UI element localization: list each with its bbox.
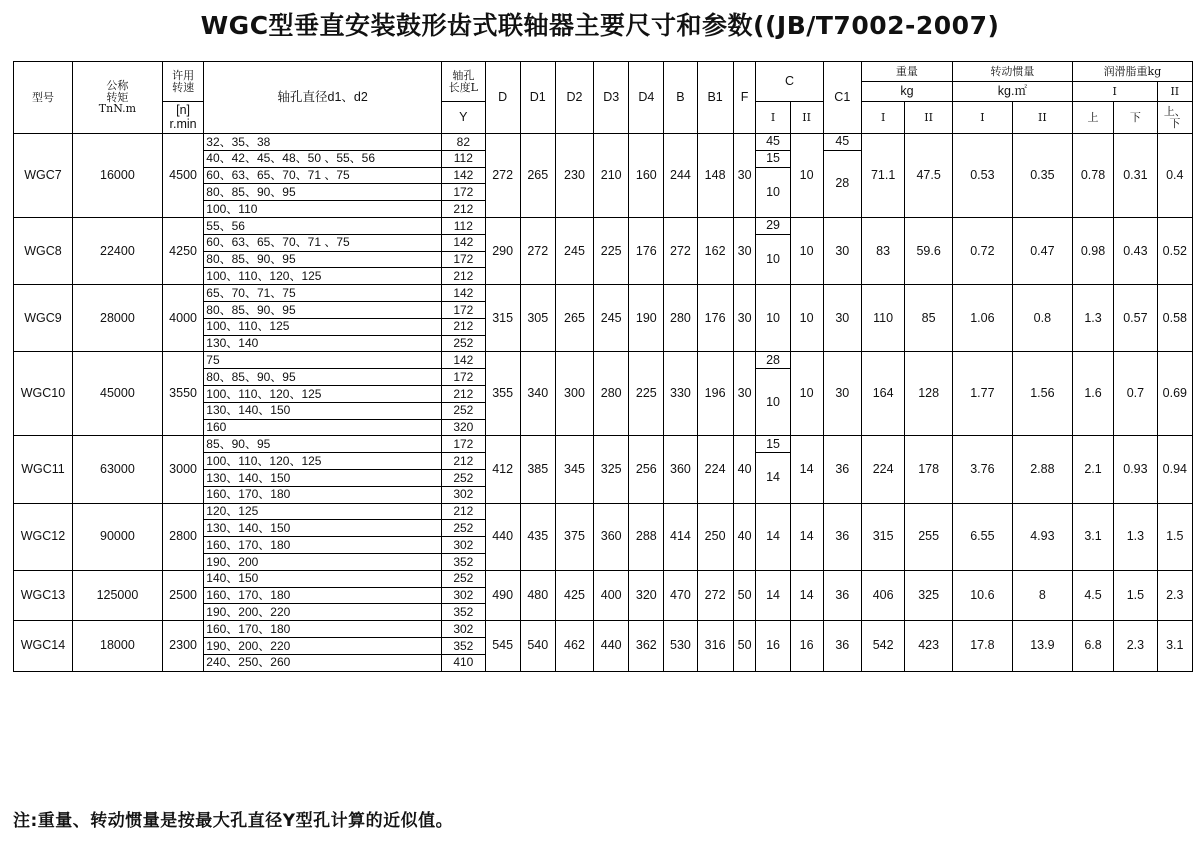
- table-row: [14, 352, 1193, 369]
- cell-model: WGC9: [14, 285, 73, 352]
- cell-speed: 2500: [162, 570, 203, 620]
- cell-c2-value: 16: [790, 621, 823, 671]
- cell-j1: 17.8: [952, 621, 1012, 671]
- cell-D: 315: [485, 285, 520, 352]
- cell-bore-diameters: 130、140、150: [204, 402, 442, 419]
- cell-g_up: 1.6: [1072, 352, 1113, 436]
- cell-bore-diameters: 60、63、65、70、71 、75: [204, 234, 442, 251]
- cell-g_up: 2.1: [1072, 436, 1113, 503]
- cell-c2-value: 10: [790, 285, 823, 352]
- cell-D3: 280: [594, 352, 629, 436]
- cell-g_dn: 0.43: [1114, 217, 1157, 284]
- cell-D3: 400: [594, 570, 629, 620]
- cell-bore-diameters: 80、85、90、95: [204, 184, 442, 201]
- header-inertia-1: I: [952, 102, 1012, 134]
- header-D4: D4: [629, 62, 664, 134]
- header-D1: D1: [520, 62, 555, 134]
- cell-g2: 1.5: [1157, 503, 1192, 570]
- cell-cc1-value: 36: [823, 436, 861, 503]
- cell-cc1-value: 36: [823, 503, 861, 570]
- header-grease-up: 上: [1072, 102, 1113, 134]
- cell-B1: 148: [697, 134, 733, 218]
- cell-c1-value: 10: [756, 369, 790, 436]
- cell-bore-length: 302: [442, 486, 485, 503]
- cell-speed: 3000: [162, 436, 203, 503]
- cell-model: WGC13: [14, 570, 73, 620]
- cell-w2: 47.5: [905, 134, 953, 218]
- cell-bore-diameters: 160、170、180: [204, 486, 442, 503]
- cell-torque: 125000: [72, 570, 162, 620]
- cell-bore-diameters: 160、170、180: [204, 621, 442, 638]
- cell-D: 290: [485, 217, 520, 284]
- cell-j2: 2.88: [1012, 436, 1072, 503]
- cell-j1: 0.53: [952, 134, 1012, 218]
- cell-bore-length: 172: [442, 184, 485, 201]
- cell-bore-length: 252: [442, 402, 485, 419]
- cell-B1: 162: [697, 217, 733, 284]
- cell-bore-diameters: 130、140、150: [204, 520, 442, 537]
- cell-bore-length: 352: [442, 637, 485, 654]
- cell-bore-length: 212: [442, 453, 485, 470]
- header-inertia-2: II: [1012, 102, 1072, 134]
- cell-c2-value: 10: [790, 217, 823, 284]
- cell-cc1-value: 36: [823, 570, 861, 620]
- cell-c1-value: 28: [756, 352, 790, 369]
- cell-c1-value: 15: [756, 436, 790, 453]
- cell-g_dn: 2.3: [1114, 621, 1157, 671]
- cell-bore-diameters: 140、150: [204, 570, 442, 587]
- cell-j2: 0.35: [1012, 134, 1072, 218]
- cell-bore-diameters: 80、85、90、95: [204, 301, 442, 318]
- cell-bore-diameters: 130、140: [204, 335, 442, 352]
- cell-g2: 0.52: [1157, 217, 1192, 284]
- cell-bore-diameters: 100、110: [204, 201, 442, 218]
- header-D3: D3: [594, 62, 629, 134]
- header-grease-updown: 上、 下: [1157, 102, 1192, 134]
- cell-D2: 345: [555, 436, 593, 503]
- header-D: D: [485, 62, 520, 134]
- cell-B1: 176: [697, 285, 733, 352]
- cell-B: 244: [664, 134, 697, 218]
- cell-cc1-value: 36: [823, 621, 861, 671]
- header-length-y: Y: [442, 102, 485, 134]
- cell-speed: 4000: [162, 285, 203, 352]
- cell-bore-diameters: 80、85、90、95: [204, 369, 442, 386]
- header-speed: 许用 转速: [162, 62, 203, 102]
- cell-g_dn: 0.93: [1114, 436, 1157, 503]
- cell-D2: 425: [555, 570, 593, 620]
- cell-torque: 90000: [72, 503, 162, 570]
- cell-D2: 230: [555, 134, 593, 218]
- table-row: [14, 570, 1193, 587]
- cell-g_up: 4.5: [1072, 570, 1113, 620]
- cell-bore-length: 252: [442, 570, 485, 587]
- table-body: [14, 134, 1193, 672]
- header-torque-unit: TnN.m: [98, 102, 137, 116]
- cell-bore-length: 212: [442, 201, 485, 218]
- cell-bore-length: 302: [442, 537, 485, 554]
- cell-bore-length: 302: [442, 587, 485, 604]
- cell-D2: 462: [555, 621, 593, 671]
- cell-c2-value: 14: [790, 570, 823, 620]
- cell-bore-length: 252: [442, 335, 485, 352]
- cell-g2: 0.4: [1157, 134, 1192, 218]
- cell-w2: 325: [905, 570, 953, 620]
- header-C: C: [756, 62, 823, 102]
- header-c-2: II: [790, 102, 823, 134]
- cell-D: 490: [485, 570, 520, 620]
- cell-D1: 435: [520, 503, 555, 570]
- cell-bore-diameters: 85、90、95: [204, 436, 442, 453]
- cell-bore-diameters: 32、35、38: [204, 134, 442, 151]
- cell-B: 414: [664, 503, 697, 570]
- cell-F: 30: [733, 134, 756, 218]
- cell-D2: 265: [555, 285, 593, 352]
- cell-j1: 1.06: [952, 285, 1012, 352]
- cell-w2: 59.6: [905, 217, 953, 284]
- cell-bore-length: 172: [442, 369, 485, 386]
- cell-c1-value: 15: [756, 150, 790, 167]
- cell-B: 272: [664, 217, 697, 284]
- cell-F: 30: [733, 217, 756, 284]
- cell-g2: 0.94: [1157, 436, 1192, 503]
- cell-bore-diameters: 80、85、90、95: [204, 251, 442, 268]
- cell-torque: 45000: [72, 352, 162, 436]
- cell-D2: 300: [555, 352, 593, 436]
- table-row: [14, 621, 1193, 638]
- table-row: [14, 217, 1193, 234]
- cell-D1: 480: [520, 570, 555, 620]
- cell-D1: 265: [520, 134, 555, 218]
- cell-D3: 245: [594, 285, 629, 352]
- cell-D4: 225: [629, 352, 664, 436]
- cell-c1-value: 14: [756, 570, 790, 620]
- cell-bore-length: 172: [442, 301, 485, 318]
- cell-D3: 225: [594, 217, 629, 284]
- cell-bore-length: 252: [442, 469, 485, 486]
- cell-bore-length: 410: [442, 654, 485, 671]
- cell-speed: 2800: [162, 503, 203, 570]
- cell-bore-diameters: 190、200、220: [204, 604, 442, 621]
- cell-D4: 176: [629, 217, 664, 284]
- cell-bore-diameters: 65、70、71、75: [204, 285, 442, 302]
- header-grease: 润滑脂重kg: [1072, 62, 1192, 82]
- cell-B1: 196: [697, 352, 733, 436]
- header-weight-unit: kg: [861, 82, 952, 102]
- cell-w2: 255: [905, 503, 953, 570]
- cell-bore-length: 172: [442, 436, 485, 453]
- cell-bore-length: 82: [442, 134, 485, 151]
- cell-w2: 85: [905, 285, 953, 352]
- parameter-table: [13, 61, 1193, 672]
- cell-F: 30: [733, 285, 756, 352]
- cell-bore-length: 352: [442, 553, 485, 570]
- cell-bore-diameters: 190、200: [204, 553, 442, 570]
- cell-c1-value: 10: [756, 234, 790, 284]
- cell-bore-length: 302: [442, 621, 485, 638]
- cell-w1: 315: [861, 503, 904, 570]
- cell-F: 50: [733, 570, 756, 620]
- cell-bore-diameters: 100、110、120、125: [204, 385, 442, 402]
- cell-D3: 440: [594, 621, 629, 671]
- cell-bore-length: 112: [442, 217, 485, 234]
- cell-g_up: 6.8: [1072, 621, 1113, 671]
- cell-B: 470: [664, 570, 697, 620]
- cell-w2: 423: [905, 621, 953, 671]
- cell-g2: 3.1: [1157, 621, 1192, 671]
- cell-c1-value: 10: [756, 167, 790, 217]
- cell-D1: 272: [520, 217, 555, 284]
- cell-bore-diameters: 40、42、45、48、50 、55、56: [204, 150, 442, 167]
- cell-bore-length: 172: [442, 251, 485, 268]
- cell-j1: 1.77: [952, 352, 1012, 436]
- header-weight-1: I: [861, 102, 904, 134]
- header-grease-1: I: [1072, 82, 1157, 102]
- cell-D: 272: [485, 134, 520, 218]
- cell-j1: 3.76: [952, 436, 1012, 503]
- cell-torque: 28000: [72, 285, 162, 352]
- cell-model: WGC14: [14, 621, 73, 671]
- header-D2: D2: [555, 62, 593, 134]
- cell-g_dn: 0.31: [1114, 134, 1157, 218]
- table-row: [14, 285, 1193, 302]
- cell-bore-length: 212: [442, 385, 485, 402]
- header-speed-unit: [n] r.min: [162, 102, 203, 134]
- cell-speed: 2300: [162, 621, 203, 671]
- header-B: B: [664, 62, 697, 134]
- table-row: [14, 503, 1193, 520]
- cell-c2-value: 14: [790, 436, 823, 503]
- cell-j1: 0.72: [952, 217, 1012, 284]
- cell-F: 30: [733, 352, 756, 436]
- cell-D3: 210: [594, 134, 629, 218]
- cell-cc1-value: 30: [823, 217, 861, 284]
- cell-model: WGC8: [14, 217, 73, 284]
- cell-bore-diameters: 160: [204, 419, 442, 436]
- cell-bore-diameters: 60、63、65、70、71 、75: [204, 167, 442, 184]
- cell-bore-diameters: 160、170、180: [204, 537, 442, 554]
- cell-D1: 305: [520, 285, 555, 352]
- header-C1: C1: [823, 62, 861, 134]
- cell-speed: 3550: [162, 352, 203, 436]
- cell-bore-length: 142: [442, 234, 485, 251]
- footnote: 注:重量、转动惯量是按最大孔直径Y型孔计算的近似值。: [13, 811, 454, 831]
- cell-B1: 316: [697, 621, 733, 671]
- cell-g2: 0.69: [1157, 352, 1192, 436]
- cell-D4: 190: [629, 285, 664, 352]
- cell-g_up: 0.98: [1072, 217, 1113, 284]
- cell-F: 40: [733, 436, 756, 503]
- cell-j2: 4.93: [1012, 503, 1072, 570]
- cell-g_up: 0.78: [1072, 134, 1113, 218]
- cell-B: 280: [664, 285, 697, 352]
- cell-D3: 325: [594, 436, 629, 503]
- cell-bore-diameters: 75: [204, 352, 442, 369]
- cell-c1-value: 45: [756, 134, 790, 151]
- cell-D4: 288: [629, 503, 664, 570]
- cell-bore-length: 352: [442, 604, 485, 621]
- cell-cc1-value: 45: [823, 134, 861, 151]
- cell-bore-length: 252: [442, 520, 485, 537]
- cell-c1-value: 10: [756, 285, 790, 352]
- cell-bore-diameters: 55、56: [204, 217, 442, 234]
- cell-j1: 6.55: [952, 503, 1012, 570]
- header-inertia: 转动惯量: [952, 62, 1072, 82]
- header-inertia-unit: kg.㎡: [952, 82, 1072, 102]
- cell-w1: 71.1: [861, 134, 904, 218]
- cell-j2: 0.8: [1012, 285, 1072, 352]
- cell-g_dn: 1.5: [1114, 570, 1157, 620]
- cell-model: WGC11: [14, 436, 73, 503]
- header-weight-2: II: [905, 102, 953, 134]
- table-row: [14, 436, 1193, 453]
- table-row: [14, 134, 1193, 151]
- cell-D: 545: [485, 621, 520, 671]
- cell-j2: 0.47: [1012, 217, 1072, 284]
- header-B1: B1: [697, 62, 733, 134]
- cell-B1: 272: [697, 570, 733, 620]
- cell-bore-length: 212: [442, 268, 485, 285]
- header-bore: 轴孔直径d1、d2: [204, 62, 442, 134]
- cell-cc1-value: 28: [823, 150, 861, 217]
- cell-j1: 10.6: [952, 570, 1012, 620]
- cell-bore-length: 212: [442, 503, 485, 520]
- header-torque: [72, 62, 162, 134]
- cell-D: 440: [485, 503, 520, 570]
- cell-D1: 340: [520, 352, 555, 436]
- cell-model: WGC12: [14, 503, 73, 570]
- cell-w1: 406: [861, 570, 904, 620]
- cell-bore-diameters: 100、110、120、125: [204, 268, 442, 285]
- cell-g_up: 1.3: [1072, 285, 1113, 352]
- cell-bore-diameters: 100、110、120、125: [204, 453, 442, 470]
- cell-w1: 224: [861, 436, 904, 503]
- header-grease-2: II: [1157, 82, 1192, 102]
- cell-c1-value: 29: [756, 217, 790, 234]
- header-weight: 重量: [861, 62, 952, 82]
- header-length: 轴孔 长度L: [442, 62, 485, 102]
- cell-bore-length: 112: [442, 150, 485, 167]
- header-c-1: I: [756, 102, 790, 134]
- cell-bore-diameters: 120、125: [204, 503, 442, 520]
- cell-bore-length: 142: [442, 352, 485, 369]
- cell-c2-value: 10: [790, 352, 823, 436]
- cell-D2: 245: [555, 217, 593, 284]
- cell-g_dn: 1.3: [1114, 503, 1157, 570]
- cell-c2-value: 10: [790, 134, 823, 218]
- cell-B: 330: [664, 352, 697, 436]
- cell-speed: 4500: [162, 134, 203, 218]
- cell-D3: 360: [594, 503, 629, 570]
- cell-w2: 178: [905, 436, 953, 503]
- cell-cc1-value: 30: [823, 352, 861, 436]
- cell-D4: 160: [629, 134, 664, 218]
- cell-D4: 256: [629, 436, 664, 503]
- cell-D2: 375: [555, 503, 593, 570]
- cell-torque: 63000: [72, 436, 162, 503]
- cell-B: 530: [664, 621, 697, 671]
- cell-B1: 224: [697, 436, 733, 503]
- cell-g_up: 3.1: [1072, 503, 1113, 570]
- cell-g_dn: 0.57: [1114, 285, 1157, 352]
- cell-torque: 16000: [72, 134, 162, 218]
- cell-c1-value: 14: [756, 503, 790, 570]
- cell-torque: 22400: [72, 217, 162, 284]
- cell-D1: 540: [520, 621, 555, 671]
- cell-bore-diameters: 130、140、150: [204, 469, 442, 486]
- cell-bore-length: 212: [442, 318, 485, 335]
- cell-speed: 4250: [162, 217, 203, 284]
- cell-bore-diameters: 100、110、125: [204, 318, 442, 335]
- cell-torque: 18000: [72, 621, 162, 671]
- cell-c2-value: 14: [790, 503, 823, 570]
- header-model: 型号: [14, 62, 73, 134]
- cell-D4: 320: [629, 570, 664, 620]
- cell-D1: 385: [520, 436, 555, 503]
- cell-j2: 8: [1012, 570, 1072, 620]
- header-torque-label: 公称 转矩: [106, 79, 129, 104]
- cell-w2: 128: [905, 352, 953, 436]
- cell-B1: 250: [697, 503, 733, 570]
- cell-w1: 83: [861, 217, 904, 284]
- cell-bore-diameters: 240、250、260: [204, 654, 442, 671]
- cell-w1: 542: [861, 621, 904, 671]
- cell-bore-length: 320: [442, 419, 485, 436]
- cell-model: WGC10: [14, 352, 73, 436]
- cell-w1: 164: [861, 352, 904, 436]
- cell-F: 50: [733, 621, 756, 671]
- cell-bore-diameters: 160、170、180: [204, 587, 442, 604]
- cell-D: 355: [485, 352, 520, 436]
- cell-model: WGC7: [14, 134, 73, 218]
- header-grease-down: 下: [1114, 102, 1157, 134]
- header-F: F: [733, 62, 756, 134]
- cell-D4: 362: [629, 621, 664, 671]
- cell-c1-value: 14: [756, 453, 790, 503]
- cell-B: 360: [664, 436, 697, 503]
- cell-g2: 2.3: [1157, 570, 1192, 620]
- cell-bore-diameters: 190、200、220: [204, 637, 442, 654]
- cell-j2: 13.9: [1012, 621, 1072, 671]
- cell-g2: 0.58: [1157, 285, 1192, 352]
- cell-bore-length: 142: [442, 285, 485, 302]
- cell-g_dn: 0.7: [1114, 352, 1157, 436]
- cell-F: 40: [733, 503, 756, 570]
- cell-D: 412: [485, 436, 520, 503]
- cell-cc1-value: 30: [823, 285, 861, 352]
- page-title: WGC型垂直安装鼓形齿式联轴器主要尺寸和参数((JB/T7002-2007): [200, 11, 1000, 40]
- cell-w1: 110: [861, 285, 904, 352]
- cell-c1-value: 16: [756, 621, 790, 671]
- cell-j2: 1.56: [1012, 352, 1072, 436]
- cell-bore-length: 142: [442, 167, 485, 184]
